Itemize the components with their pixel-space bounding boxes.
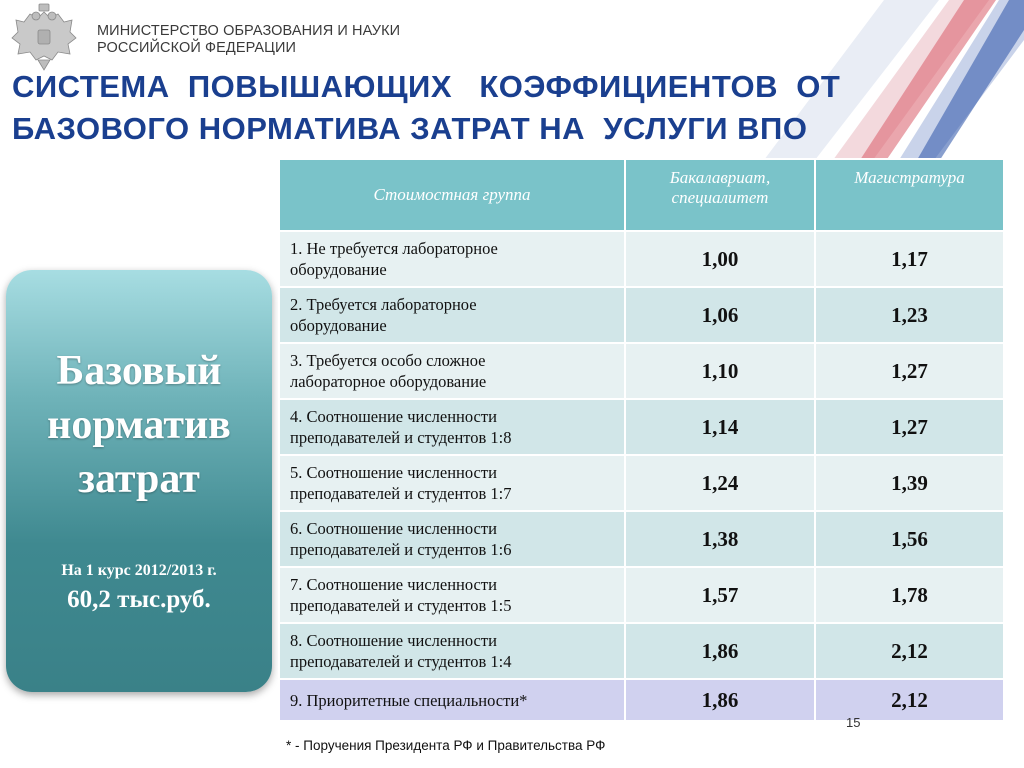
row-bachelor-value: 1,24 xyxy=(625,455,815,511)
row-name-line-1: 4. Соотношение численности xyxy=(290,407,497,426)
row-group-name xyxy=(279,567,625,623)
ministry-name xyxy=(97,23,400,57)
row-name-line-1: 9. Приоритетные специальности* xyxy=(290,690,528,710)
row-name-line-2: оборудование xyxy=(290,260,387,279)
table-row xyxy=(279,567,1004,623)
row-master-value: 1,23 xyxy=(815,287,1004,343)
row-group-name xyxy=(279,287,625,343)
table-row xyxy=(279,399,1004,455)
table-row xyxy=(279,455,1004,511)
page-number: 15 xyxy=(846,715,861,730)
row-bachelor-value: 1,06 xyxy=(625,287,815,343)
row-master-value: 1,27 xyxy=(815,399,1004,455)
header-bachelor xyxy=(625,159,815,231)
header-cost-group xyxy=(279,159,625,231)
header-bachelor-line-1: Бакалавриат, xyxy=(669,168,771,187)
row-master-value: 1,17 xyxy=(815,231,1004,287)
header-master-label: Магистратура xyxy=(854,168,965,187)
title-line-1: СИСТЕМА ПОВЫШАЮЩИХ КОЭФФИЦИЕНТОВ ОТ xyxy=(12,69,841,104)
row-group-name xyxy=(279,399,625,455)
row-bachelor-value: 1,00 xyxy=(625,231,815,287)
table-header-row xyxy=(279,159,1004,231)
row-name-line-1: 3. Требуется особо сложное xyxy=(290,351,486,370)
row-group-name xyxy=(279,455,625,511)
row-group-name xyxy=(279,511,625,567)
row-name-line-2: преподавателей и студентов 1:6 xyxy=(290,540,512,559)
row-name-line-1: 7. Соотношение численности xyxy=(290,575,497,594)
row-group-name xyxy=(279,679,625,721)
row-bachelor-value: 1,10 xyxy=(625,343,815,399)
row-master-value: 2,12 xyxy=(815,623,1004,679)
row-master-value: 1,39 xyxy=(815,455,1004,511)
table-row xyxy=(279,623,1004,679)
row-bachelor-value: 1,86 xyxy=(625,623,815,679)
coefficients-table xyxy=(278,158,1005,722)
row-master-value: 1,27 xyxy=(815,343,1004,399)
row-master-value: 1,56 xyxy=(815,511,1004,567)
row-master-value: 1,78 xyxy=(815,567,1004,623)
card-title-line-3: затрат xyxy=(78,456,200,502)
row-name-line-1: 5. Соотношение численности xyxy=(290,463,497,482)
row-bachelor-value: 1,86 xyxy=(625,679,815,721)
row-bachelor-value: 1,14 xyxy=(625,399,815,455)
row-name-line-2: оборудование xyxy=(290,316,387,335)
row-name-line-2: преподавателей и студентов 1:4 xyxy=(290,652,512,671)
card-subtitle: На 1 курс 2012/2013 г. xyxy=(61,562,217,579)
card-title xyxy=(6,344,272,506)
card-value: 60,2 тыс.руб. xyxy=(67,586,211,613)
ministry-line-2: РОССИЙСКОЙ ФЕДЕРАЦИИ xyxy=(97,40,297,56)
row-bachelor-value: 1,57 xyxy=(625,567,815,623)
row-name-line-1: 8. Соотношение численности xyxy=(290,631,497,650)
title-line-2: БАЗОВОГО НОРМАТИВА ЗАТРАТ НА УСЛУГИ ВПО xyxy=(12,111,808,146)
slide-title xyxy=(12,66,882,150)
row-name-line-1: 2. Требуется лабораторное xyxy=(290,295,477,314)
row-group-name xyxy=(279,231,625,287)
row-name-line-2: преподавателей и студентов 1:5 xyxy=(290,596,512,615)
table-row-priority xyxy=(279,679,1004,721)
card-title-line-2: норматив xyxy=(47,402,231,448)
row-group-name xyxy=(279,343,625,399)
table-row xyxy=(279,231,1004,287)
header-bachelor-line-2: специалитет xyxy=(671,188,769,207)
row-name-line-1: 1. Не требуется лабораторное xyxy=(290,239,498,258)
header-master xyxy=(815,159,1004,231)
row-name-line-2: преподавателей и студентов 1:8 xyxy=(290,428,512,447)
row-name-line-2: лабораторное оборудование xyxy=(290,372,487,391)
table-row xyxy=(279,511,1004,567)
table-row xyxy=(279,287,1004,343)
row-group-name xyxy=(279,623,625,679)
base-norm-card xyxy=(6,270,272,692)
coat-of-arms-icon xyxy=(8,2,80,74)
card-title-line-1: Базовый xyxy=(56,348,222,394)
footnote: * - Поручения Президента РФ и Правительства РФ xyxy=(286,738,606,753)
row-bachelor-value: 1,38 xyxy=(625,511,815,567)
row-name-line-1: 6. Соотношение численности xyxy=(290,519,497,538)
table-row xyxy=(279,343,1004,399)
row-name-line-2: преподавателей и студентов 1:7 xyxy=(290,484,512,503)
row-master-value: 2,12 xyxy=(815,679,1004,721)
header-cost-group-label: Стоимостная группа xyxy=(373,185,531,204)
ministry-line-1: МИНИСТЕРСТВО ОБРАЗОВАНИЯ И НАУКИ xyxy=(97,23,401,39)
